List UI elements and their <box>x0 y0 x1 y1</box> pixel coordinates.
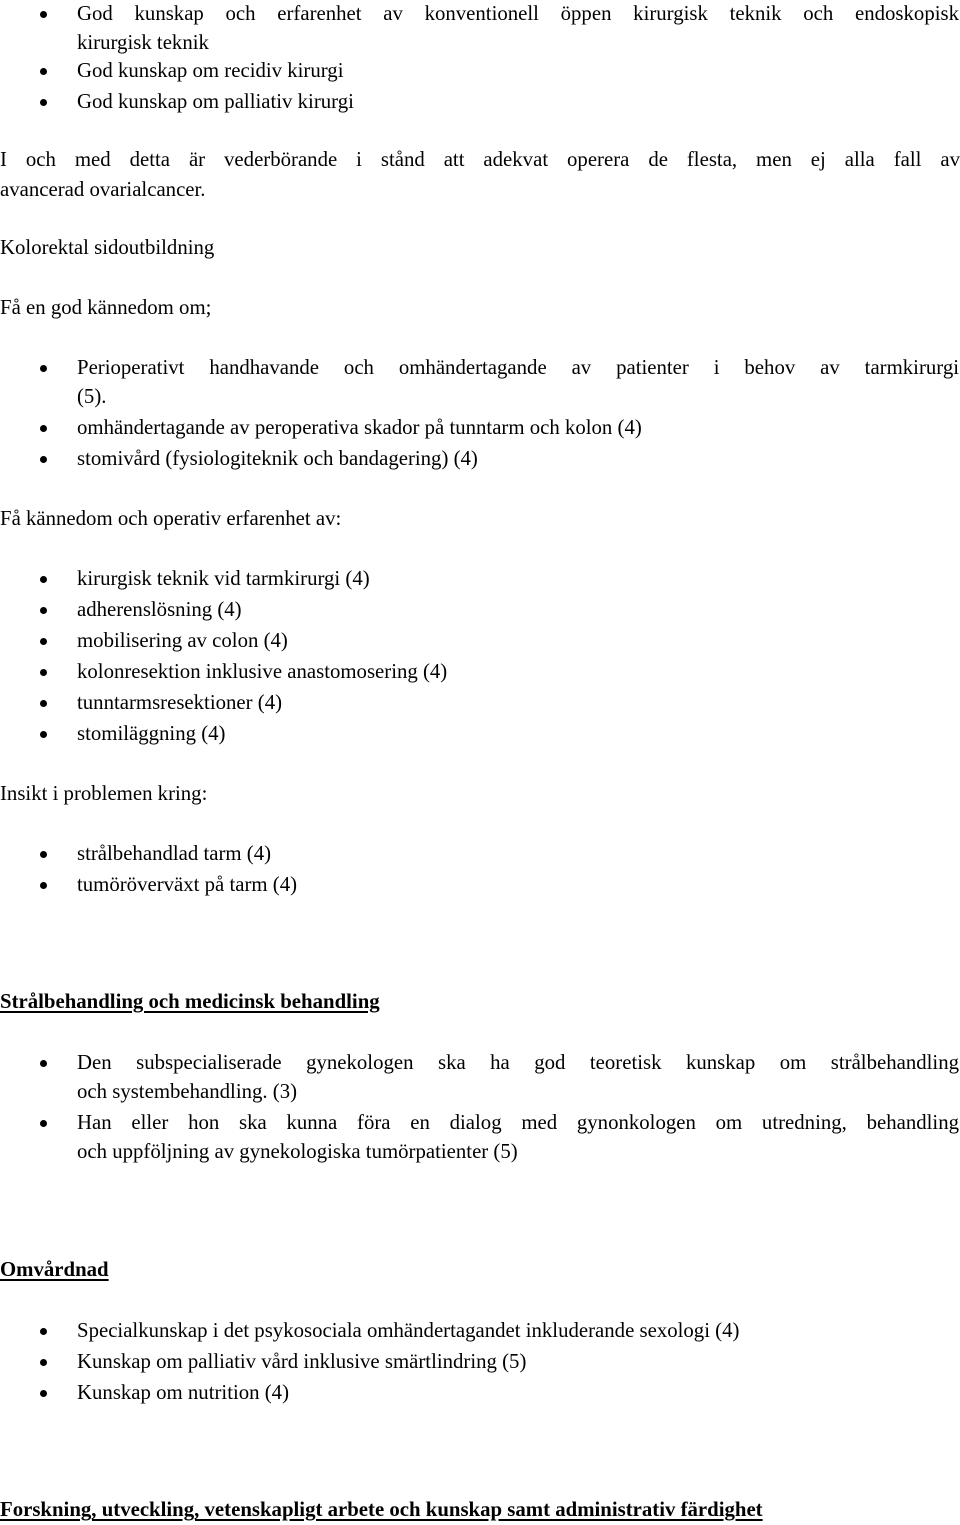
list-item-text: Specialkunskap i det psykosociala omhändertagandet inkluderande sexologi (4) <box>77 1319 740 1342</box>
bullet-icon <box>40 1328 47 1335</box>
bullet-icon <box>40 425 47 432</box>
section-heading-omvardnad: Omvårdnad <box>0 1258 109 1281</box>
list-item-text: kirurgisk teknik vid tarmkirurgi (4) <box>77 567 370 590</box>
list-item-text-cont: kirurgisk teknik <box>77 31 209 54</box>
list-item-text: stomiläggning (4) <box>77 722 226 745</box>
bullet-icon <box>40 1359 47 1366</box>
paragraph-intro-line: avancerad ovarialcancer. <box>0 178 206 201</box>
bullet-icon <box>40 68 47 75</box>
list-item-text: God kunskap om palliativ kirurgi <box>77 90 354 113</box>
list-item-text: strålbehandlad tarm (4) <box>77 842 272 865</box>
bullet-icon <box>40 99 47 106</box>
list-item-text: Han eller hon ska kunna föra en dialog med gynonkologen om utredning, behandling <box>77 1111 959 1134</box>
bullet-icon <box>40 1060 47 1067</box>
list-item-text-cont: (5). <box>77 385 107 408</box>
list-item-text-cont: och uppföljning av gynekologiska tumörpatienter (5) <box>77 1140 518 1163</box>
list-item-text: God kunskap om recidiv kirurgi <box>77 59 344 82</box>
list-item-text: Perioperativt handhavande och omhändertagande av patienter i behov av tarmkirurgi <box>77 356 959 379</box>
section-heading-stralbehandling: Strålbehandling och medicinsk behandling <box>0 990 380 1013</box>
section-intro-text: Insikt i problemen kring: <box>0 782 208 805</box>
list-item-text: adherenslösning (4) <box>77 598 242 621</box>
bullet-icon <box>40 669 47 676</box>
list-item-text: tumöröverväxt på tarm (4) <box>77 873 298 896</box>
list-item-text: tunntarmsresektioner (4) <box>77 691 283 714</box>
bullet-icon <box>40 11 47 18</box>
bullet-icon <box>40 638 47 645</box>
list-item-text: kolonresektion inklusive anastomosering (4) <box>77 660 448 683</box>
bullet-icon <box>40 1390 47 1397</box>
list-item-text: omhändertagande av peroperativa skador på tunntarm och kolon (4) <box>77 416 642 439</box>
list-item-text: Kunskap om nutrition (4) <box>77 1381 289 1404</box>
paragraph-intro-line: I och med detta är vederbörande i stånd att adekvat operera de flesta, men ej alla fall av <box>0 148 960 171</box>
bullet-icon <box>40 456 47 463</box>
bullet-icon <box>40 731 47 738</box>
bullet-icon <box>40 607 47 614</box>
bullet-icon <box>40 365 47 372</box>
section-heading-forskning: Forskning, utveckling, vetenskapligt arbete och kunskap samt administrativ färdighet <box>0 1498 763 1521</box>
list-item-text: mobilisering av colon (4) <box>77 629 288 652</box>
list-item-text: Den subspecialiserade gynekologen ska ha god teoretisk kunskap om strålbehandling <box>77 1051 959 1074</box>
section-intro-text: Få en god kännedom om; <box>0 296 212 319</box>
list-item-text: stomivård (fysiologiteknik och bandagering) (4) <box>77 447 478 470</box>
bullet-icon <box>40 700 47 707</box>
bullet-icon <box>40 1120 47 1127</box>
list-item-text-cont: och systembehandling. (3) <box>77 1080 298 1103</box>
list-item-text: God kunskap och erfarenhet av konventionell öppen kirurgisk teknik och endoskopisk <box>77 2 959 25</box>
section-intro-text: Få kännedom och operativ erfarenhet av: <box>0 507 342 530</box>
list-item-text: Kunskap om palliativ vård inklusive smärtlindring (5) <box>77 1350 527 1373</box>
bullet-icon <box>40 882 47 889</box>
bullet-icon <box>40 576 47 583</box>
section-heading-kolorektal: Kolorektal sidoutbildning <box>0 236 215 259</box>
bullet-icon <box>40 851 47 858</box>
